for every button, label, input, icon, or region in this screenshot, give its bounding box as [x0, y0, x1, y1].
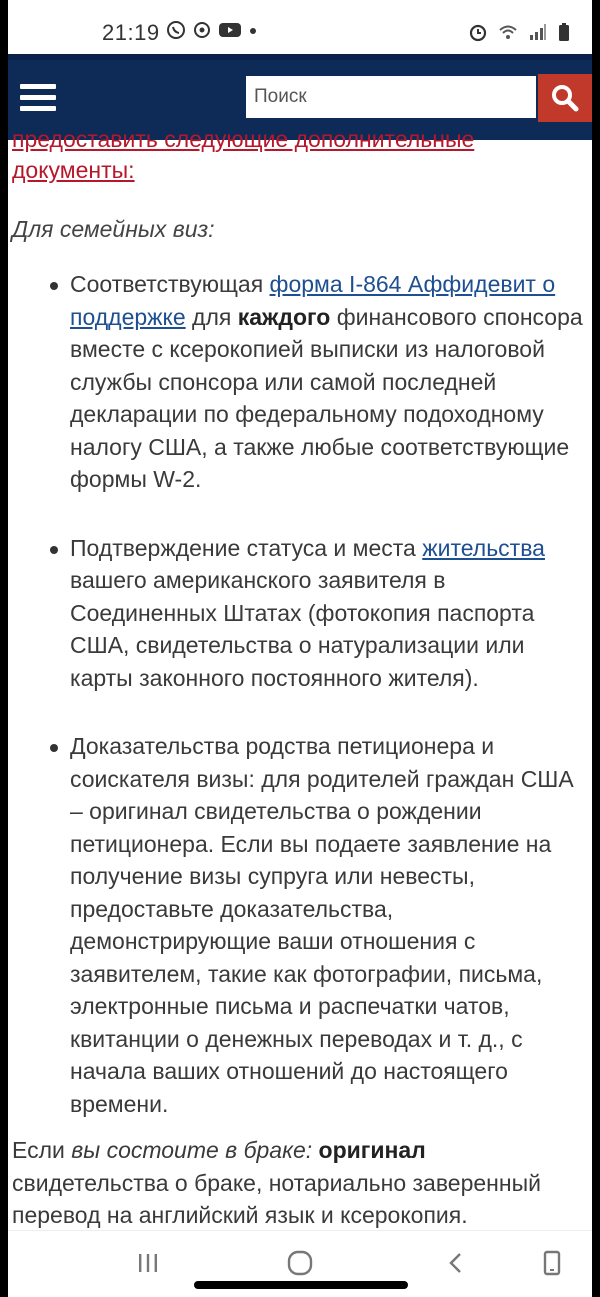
requirements-list	[8, 268, 592, 1156]
status-time: 21:19	[102, 20, 160, 45]
bullet-bold-text: каждого	[237, 303, 331, 330]
search-button[interactable]	[538, 74, 592, 122]
form-i864-link[interactable]: форма I-864 Аффидевит о поддержке	[70, 271, 556, 330]
family-visa-label: Для семейных виз:	[12, 216, 215, 242]
hamburger-menu-icon[interactable]	[20, 78, 64, 118]
bullet-text: Соответствующая	[70, 271, 270, 297]
status-right-icons	[468, 22, 570, 42]
married-paragraph	[12, 1134, 588, 1230]
paragraph-text: Если	[12, 1137, 72, 1163]
bullet-text: Подтверждение статуса и места	[70, 534, 423, 561]
dot-icon	[248, 20, 258, 40]
whatsapp-icon	[166, 20, 186, 40]
bullet-text: Доказательства родства петиционера и соискателя визы: для родителей граждан США – оригинал свидетельства о рождении петиционера. Если вы подаете заявление на получение визы супруга или невесты, предоставьте доказательства, демонстрирующие ваши отношения с заявителем, такие как фотографии, письма, электронные письма и распечатки чатов, квитанции о денежных переводах и т. д., с начала ваших отношений до настоящего времени.	[70, 733, 574, 1117]
system-nav-bar	[8, 1230, 592, 1297]
home-icon[interactable]	[280, 1245, 320, 1281]
bullet-text: для	[185, 303, 238, 330]
phone-screen	[8, 0, 592, 1297]
home-indicator[interactable]	[194, 1281, 408, 1289]
back-icon[interactable]	[436, 1245, 476, 1281]
alarm-icon	[468, 22, 488, 42]
paragraph-text: свидетельства о браке, нотариально заверенный перевод на английский язык и ксерокопия.	[12, 1169, 541, 1228]
list-item	[8, 730, 592, 1120]
site-header	[8, 54, 592, 140]
residence-link[interactable]: жительства	[422, 534, 545, 561]
battery-icon	[558, 22, 570, 42]
signal-icon	[528, 22, 548, 42]
list-item	[8, 268, 592, 496]
search-icon	[550, 83, 580, 113]
youtube-icon	[218, 20, 242, 40]
status-left-icons	[166, 20, 258, 40]
sync-icon	[192, 20, 212, 40]
article-content	[8, 134, 592, 1230]
recent-apps-icon[interactable]	[128, 1245, 168, 1281]
bullet-text: вашего американского заявителя в Соединенных Штатах (фотокопия паспорта США, свидетельства о натурализации или карты законного постоянного жителя).	[70, 567, 535, 691]
paragraph-bold-text: оригинал	[312, 1137, 426, 1163]
paragraph-italic-text: вы состоите в браке:	[71, 1137, 313, 1163]
list-item	[8, 532, 592, 695]
wifi-icon	[498, 22, 518, 42]
search-input[interactable]	[246, 76, 536, 118]
rotate-icon[interactable]	[532, 1245, 572, 1281]
additional-documents-link[interactable]: предоставить следующие дополнительные документы:	[12, 134, 475, 183]
bullet-text: финансового спонсора вместе с ксерокопией выписки из налоговой службы спонсора или самой последней декларации по федеральному подоходному налогу США, а также любые соответствующие формы W-2.	[70, 303, 583, 492]
status-bar	[8, 0, 592, 60]
